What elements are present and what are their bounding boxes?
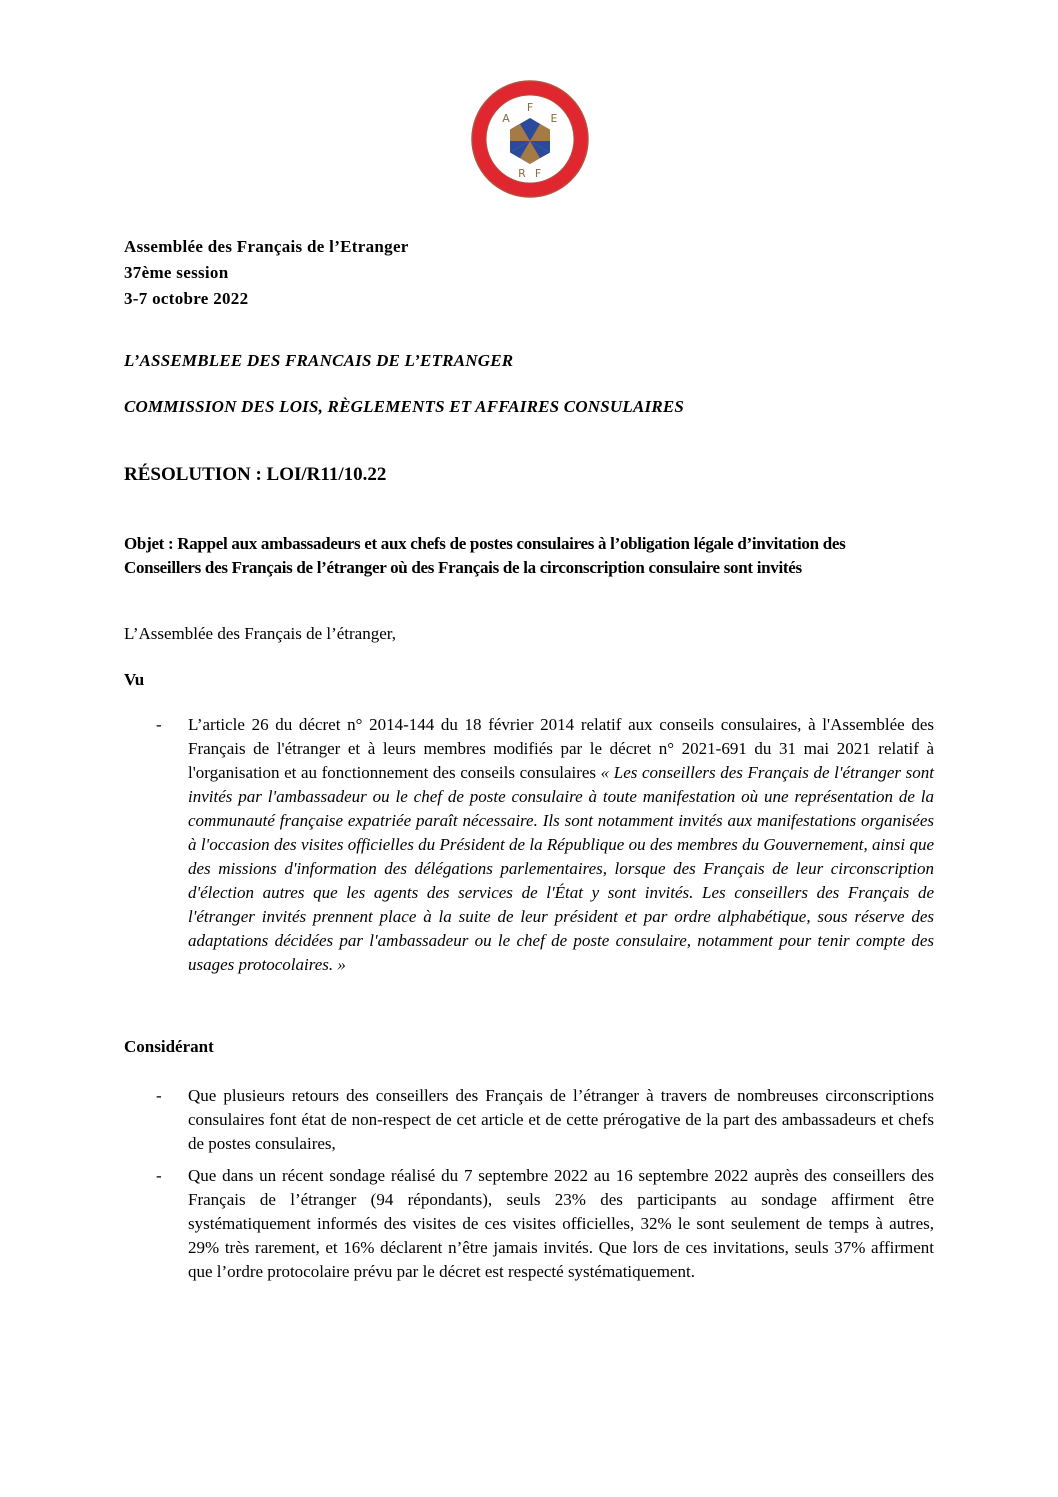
header-session: 37ème session xyxy=(124,263,229,282)
svg-text:A: A xyxy=(502,112,510,125)
session-header xyxy=(124,234,409,312)
commission-title: COMMISSION DES LOIS, RÈGLEMENTS ET AFFAIRES CONSULAIRES xyxy=(124,397,685,416)
decree-quote: « Les conseillers des Français de l'étranger sont invités par l'ambassadeur ou le chef de poste consulaire à toute manifestation où une représentation de la communauté française expatriée paraît nécessaire. Ils sont notamment invités aux manifestations organisées à l'occasion des visites officielles du Président de la République ou des membres du Gouvernement, ainsi que des missions d'information des délégations parlementaires, lorsque des Français de leur circonscription d'élection autres que les agents des services de l'État y sont invités. Les conseillers des Français de l'étranger invités prennent place à la suite de leur président et par ordre alphabétique, sous réserve des adaptations décidées par l'ambassadeur ou le chef de poste consulaire, notamment pour tenir compte des usages protocolaires. » xyxy=(188,763,934,974)
considerant-item xyxy=(124,1084,934,1156)
vu-item-text: L’article 26 du décret n° 2014-144 du 18 février 2014 relatif aux conseils consulaires, à l'Assemblée des Français de l'étranger et à leurs membres modifiés par le décret n° 2021-691 du 31 mai 2021 relatif à l'organisation et au fonctionnement des conseils consulaires xyxy=(188,715,934,782)
header-assembly: Assemblée des Français de l’Etranger xyxy=(124,237,409,256)
considerant-item-text: Que dans un récent sondage réalisé du 7 septembre 2022 au 16 septembre 2022 auprès des conseillers des Français de l’étranger (94 répondants), seuls 23% des participants au sondage affirment être systématiquement informés des visites de ces visites officielles, 32% le sont seulement de temps à autres, 29% très rarement, et 16% déclarent n’être jamais invités. Que lors de ces invitations, seuls 37% affirment que l’ordre protocolaire prévu par le décret est respecté systématiquement. xyxy=(188,1166,934,1281)
svg-text:F: F xyxy=(534,167,542,180)
intro-line: L’Assemblée des Français de l’étranger, xyxy=(124,624,397,643)
list-dash: - xyxy=(156,1166,162,1185)
assembly-title: L’ASSEMBLEE DES FRANCAIS DE L’ETRANGER xyxy=(124,351,514,370)
list-dash: - xyxy=(156,715,162,734)
list-dash: - xyxy=(156,1086,162,1105)
vu-item xyxy=(124,713,934,977)
header-dates: 3-7 octobre 2022 xyxy=(124,289,249,308)
svg-text:E: E xyxy=(550,112,558,125)
resolution-subject: Objet : Rappel aux ambassadeurs et aux chefs de postes consulaires à l’obligation légale d’invitation des Conseillers des Français de l’étranger où des Français de la circonscription consulaire sont invités xyxy=(124,534,846,577)
resolution-number: RÉSOLUTION : LOI/R11/10.22 xyxy=(124,464,387,485)
considerant-item xyxy=(124,1164,934,1284)
considerant-item-text: Que plusieurs retours des conseillers des Français de l’étranger à travers de nombreuses circonscriptions consulaires font état de non-respect de cet article et de cette prérogative de la part des ambassadeurs et chefs de postes consulaires, xyxy=(188,1086,934,1153)
svg-text:R: R xyxy=(518,167,526,180)
afe-logo-icon xyxy=(469,78,591,200)
considerant-heading: Considérant xyxy=(124,1037,214,1056)
vu-heading: Vu xyxy=(124,670,145,689)
svg-text:F: F xyxy=(526,101,534,114)
